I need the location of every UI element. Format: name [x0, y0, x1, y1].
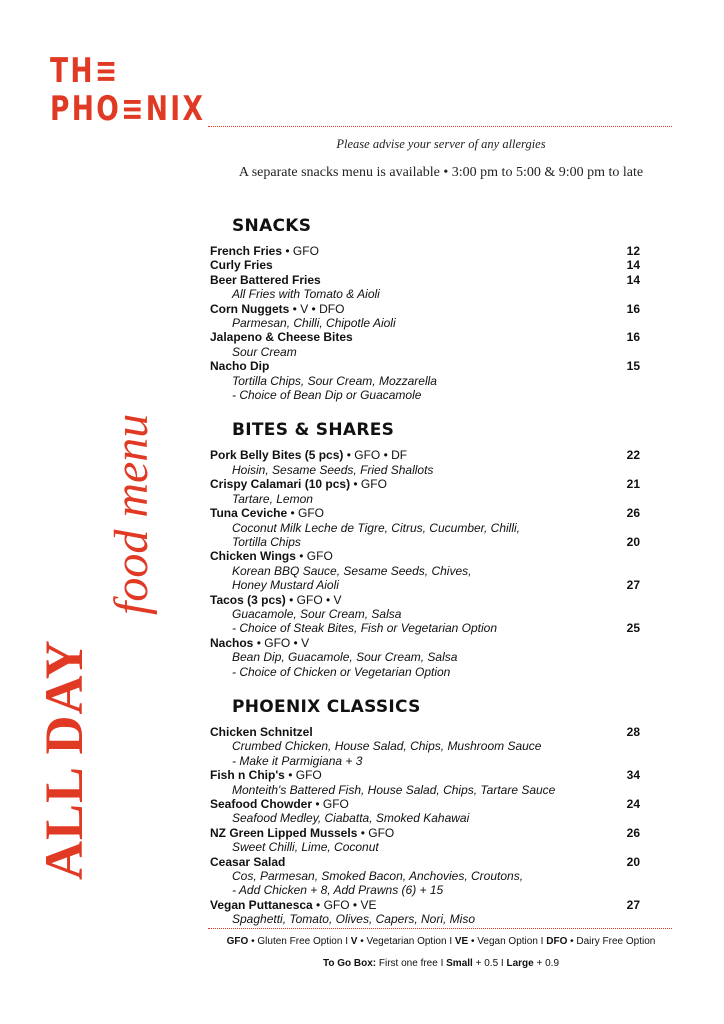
- food-menu-title: food menu: [105, 413, 158, 615]
- menu-item-description: [210, 811, 640, 825]
- item-price: 24: [626, 797, 640, 811]
- item-name: Chicken Wings: [210, 549, 296, 564]
- togo-code: Large: [506, 958, 534, 969]
- description-text: Coconut Milk Leche de Tigre, Citrus, Cucumber, Chilli,: [232, 520, 521, 535]
- item-dietary-tags: • GFO: [295, 549, 333, 564]
- description-text: - Make it Parmigiana + 3: [232, 753, 363, 768]
- section-title: PHOENIX CLASSICS: [232, 696, 421, 717]
- item-dietary-tags: • GFO: [282, 244, 319, 258]
- menu-item-description: [210, 578, 640, 592]
- menu-item-description: [210, 492, 640, 506]
- description-text: All Fries with Tomato & Aioli: [232, 287, 380, 302]
- item-price: 16: [626, 301, 640, 316]
- item-dietary-tags: • GFO • VE: [312, 897, 377, 912]
- item-price: 25: [626, 621, 640, 636]
- item-name: Tuna Ceviche: [210, 506, 288, 521]
- legend-code: VE: [454, 936, 469, 947]
- item-price: 34: [626, 768, 640, 783]
- item-price: 21: [626, 477, 640, 492]
- item-price: 12: [626, 244, 640, 258]
- description-text: Honey Mustard Aioli: [232, 578, 339, 593]
- menu-item-description: [210, 287, 640, 301]
- item-price: 16: [626, 330, 640, 345]
- menu-item-description: [210, 564, 640, 578]
- menu-item-description: [210, 388, 640, 402]
- item-price: 14: [626, 272, 640, 287]
- description-text: Tortilla Chips: [232, 534, 301, 549]
- legend-label: • Vegetarian Option I: [357, 936, 455, 947]
- description-text: Sweet Chilli, Lime, Coconut: [232, 840, 379, 855]
- item-price: 22: [626, 448, 640, 463]
- item-dietary-tags: • GFO • V: [253, 635, 310, 650]
- item-price: 26: [626, 825, 640, 840]
- menu-item-description: [210, 621, 640, 635]
- menu-item-description: [210, 521, 640, 535]
- description-text: Korean BBQ Sauce, Sesame Seeds, Chives,: [232, 563, 472, 578]
- menu-item-description: [210, 607, 640, 621]
- item-price: 26: [626, 506, 640, 521]
- item-price: [610, 593, 640, 607]
- item-dietary-tags: • V • DFO: [289, 301, 345, 316]
- menu-item: [210, 244, 640, 258]
- togo-code: To Go Box:: [322, 958, 377, 969]
- item-price: 20: [626, 534, 640, 549]
- description-text: Seafood Medley, Ciabatta, Smoked Kahawai: [232, 811, 470, 826]
- menu-item-description: [210, 345, 640, 359]
- description-text: Spaghetti, Tomato, Olives, Capers, Nori, Miso: [232, 912, 475, 927]
- description-text: Crumbed Chicken, House Salad, Chips, Mushroom Sauce: [232, 739, 542, 754]
- item-price: [610, 650, 640, 664]
- item-price: [610, 811, 640, 825]
- item-price: [610, 739, 640, 753]
- menu-item: [210, 302, 640, 316]
- item-price: [610, 388, 640, 402]
- menu-item: [210, 549, 640, 563]
- allergy-note: Please advise your server of any allergies: [336, 137, 546, 151]
- item-name: Beer Battered Fries: [210, 272, 321, 287]
- item-price: [610, 883, 640, 897]
- description-text: Tortilla Chips, Sour Cream, Mozzarella: [232, 373, 437, 388]
- menu-item-description: [210, 912, 640, 926]
- item-price: 27: [626, 897, 640, 912]
- top-divider: [208, 126, 672, 127]
- menu-item-description: [210, 869, 640, 883]
- item-name: Corn Nuggets: [210, 301, 290, 316]
- description-text: Tartare, Lemon: [232, 491, 313, 506]
- brand-logo: [50, 52, 205, 128]
- all-day-title: ALL DAY: [34, 639, 94, 880]
- description-text: Parmesan, Chilli, Chipotle Aioli: [232, 316, 396, 331]
- item-dietary-tags: • GFO: [350, 477, 387, 492]
- item-name: Fish n Chip's: [210, 768, 285, 783]
- menu-item-description: [210, 840, 640, 854]
- menu-item: [210, 826, 640, 840]
- item-dietary-tags: • GFO: [284, 768, 322, 783]
- menu-item: [210, 448, 640, 462]
- menu-sections: [210, 216, 640, 945]
- menu-item: [210, 506, 640, 520]
- item-price: 20: [626, 854, 640, 869]
- to-go-box-info: [200, 958, 682, 969]
- item-price: [610, 607, 640, 621]
- description-text: - Choice of Chicken or Vegetarian Option: [232, 664, 451, 679]
- description-text: Bean Dip, Guacamole, Sour Cream, Salsa: [232, 650, 458, 665]
- item-dietary-tags: • GFO • V: [285, 592, 342, 607]
- item-name: Pork Belly Bites (5 pcs): [210, 448, 344, 463]
- menu-item: [210, 855, 640, 869]
- menu-item: [210, 797, 640, 811]
- item-price: [610, 783, 640, 797]
- togo-label: + 0.5 I: [472, 958, 507, 969]
- item-price: [610, 754, 640, 768]
- item-price: 28: [626, 724, 640, 739]
- item-price: [610, 869, 640, 883]
- menu-item-description: [210, 463, 640, 477]
- item-name: NZ Green Lipped Mussels: [210, 825, 358, 840]
- legend-code: DFO: [546, 936, 568, 947]
- legend-label: • Dairy Free Option: [567, 936, 656, 947]
- legend-code: GFO: [226, 936, 249, 947]
- menu-item: [210, 768, 640, 782]
- menu-item: [210, 725, 640, 739]
- menu-item: [210, 359, 640, 373]
- item-price: 14: [626, 258, 640, 273]
- menu-item: [210, 273, 640, 287]
- item-name: Nachos: [210, 635, 254, 650]
- description-text: Hoisin, Sesame Seeds, Fried Shallots: [232, 462, 434, 477]
- snacks-menu-note: A separate snacks menu is available • 3:00 pm to 5:00 & 9:00 pm to late: [238, 165, 644, 180]
- togo-label: + 0.9: [533, 958, 560, 969]
- menu-item-description: [210, 783, 640, 797]
- menu-item: [210, 477, 640, 491]
- menu-item: [210, 636, 640, 650]
- logo-line-1: TH≡: [50, 51, 120, 91]
- item-price: [610, 287, 640, 301]
- menu-item-description: [210, 535, 640, 549]
- description-text: - Add Chicken + 8, Add Prawns (6) + 15: [232, 883, 444, 898]
- item-price: [610, 463, 640, 477]
- item-dietary-tags: • GFO • DF: [343, 448, 408, 463]
- legend-label: • Vegan Option I: [468, 936, 547, 947]
- item-price: 15: [626, 359, 640, 374]
- item-price: [610, 492, 640, 506]
- section-title: SNACKS: [232, 216, 312, 236]
- description-text: Guacamole, Sour Cream, Salsa: [232, 606, 402, 621]
- item-price: [610, 564, 640, 578]
- item-name: Tacos (3 pcs): [210, 592, 286, 607]
- item-name: Crispy Calamari (10 pcs): [210, 477, 351, 492]
- description-text: Cos, Parmesan, Smoked Bacon, Anchovies, Croutons,: [232, 869, 524, 884]
- legend-label: • Gluten Free Option I: [248, 936, 351, 947]
- item-price: [610, 316, 640, 330]
- item-name: Curly Fries: [210, 258, 273, 273]
- description-text: Sour Cream: [232, 344, 297, 359]
- menu-item-description: [210, 883, 640, 897]
- item-price: [610, 912, 640, 926]
- item-name: French Fries: [210, 244, 283, 258]
- description-text: Monteith's Battered Fish, House Salad, Chips, Tartare Sauce: [232, 782, 556, 797]
- menu-item-description: [210, 739, 640, 753]
- menu-section: [210, 697, 640, 927]
- menu-item-description: [210, 316, 640, 330]
- menu-item: [210, 258, 640, 272]
- item-price: [610, 840, 640, 854]
- item-price: [610, 665, 640, 679]
- menu-item: [210, 593, 640, 607]
- description-text: - Choice of Steak Bites, Fish or Vegetarian Option: [232, 621, 498, 636]
- togo-label: First one free I: [376, 958, 447, 969]
- menu-section: [210, 216, 640, 402]
- item-price: [610, 374, 640, 388]
- menu-item-description: [210, 754, 640, 768]
- item-price: [610, 345, 640, 359]
- menu-item: [210, 330, 640, 344]
- item-name: Ceasar Salad: [210, 854, 286, 869]
- item-name: Jalapeno & Cheese Bites: [210, 330, 353, 345]
- dietary-legend: [200, 936, 682, 947]
- menu-item: [210, 898, 640, 912]
- item-name: Chicken Schnitzel: [210, 724, 313, 739]
- item-name: Nacho Dip: [210, 359, 270, 374]
- menu-section: [210, 420, 640, 679]
- logo-line-2: PHO≡NIX: [50, 89, 206, 129]
- item-dietary-tags: • GFO: [357, 825, 395, 840]
- menu-item-description: [210, 665, 640, 679]
- description-text: - Choice of Bean Dip or Guacamole: [232, 388, 422, 403]
- togo-code: Small: [446, 958, 473, 969]
- item-price: [610, 636, 640, 650]
- item-dietary-tags: • GFO: [312, 797, 349, 811]
- item-price: [610, 521, 640, 535]
- menu-item-description: [210, 650, 640, 664]
- item-dietary-tags: • GFO: [287, 506, 325, 521]
- item-name: Seafood Chowder: [210, 797, 313, 811]
- item-price: 27: [626, 578, 640, 593]
- legend-code: V: [350, 936, 358, 947]
- menu-item-description: [210, 374, 640, 388]
- section-title: BITES & SHARES: [232, 420, 395, 441]
- bottom-divider: [208, 928, 672, 929]
- item-name: Vegan Puttanesca: [210, 897, 313, 912]
- item-price: [610, 549, 640, 563]
